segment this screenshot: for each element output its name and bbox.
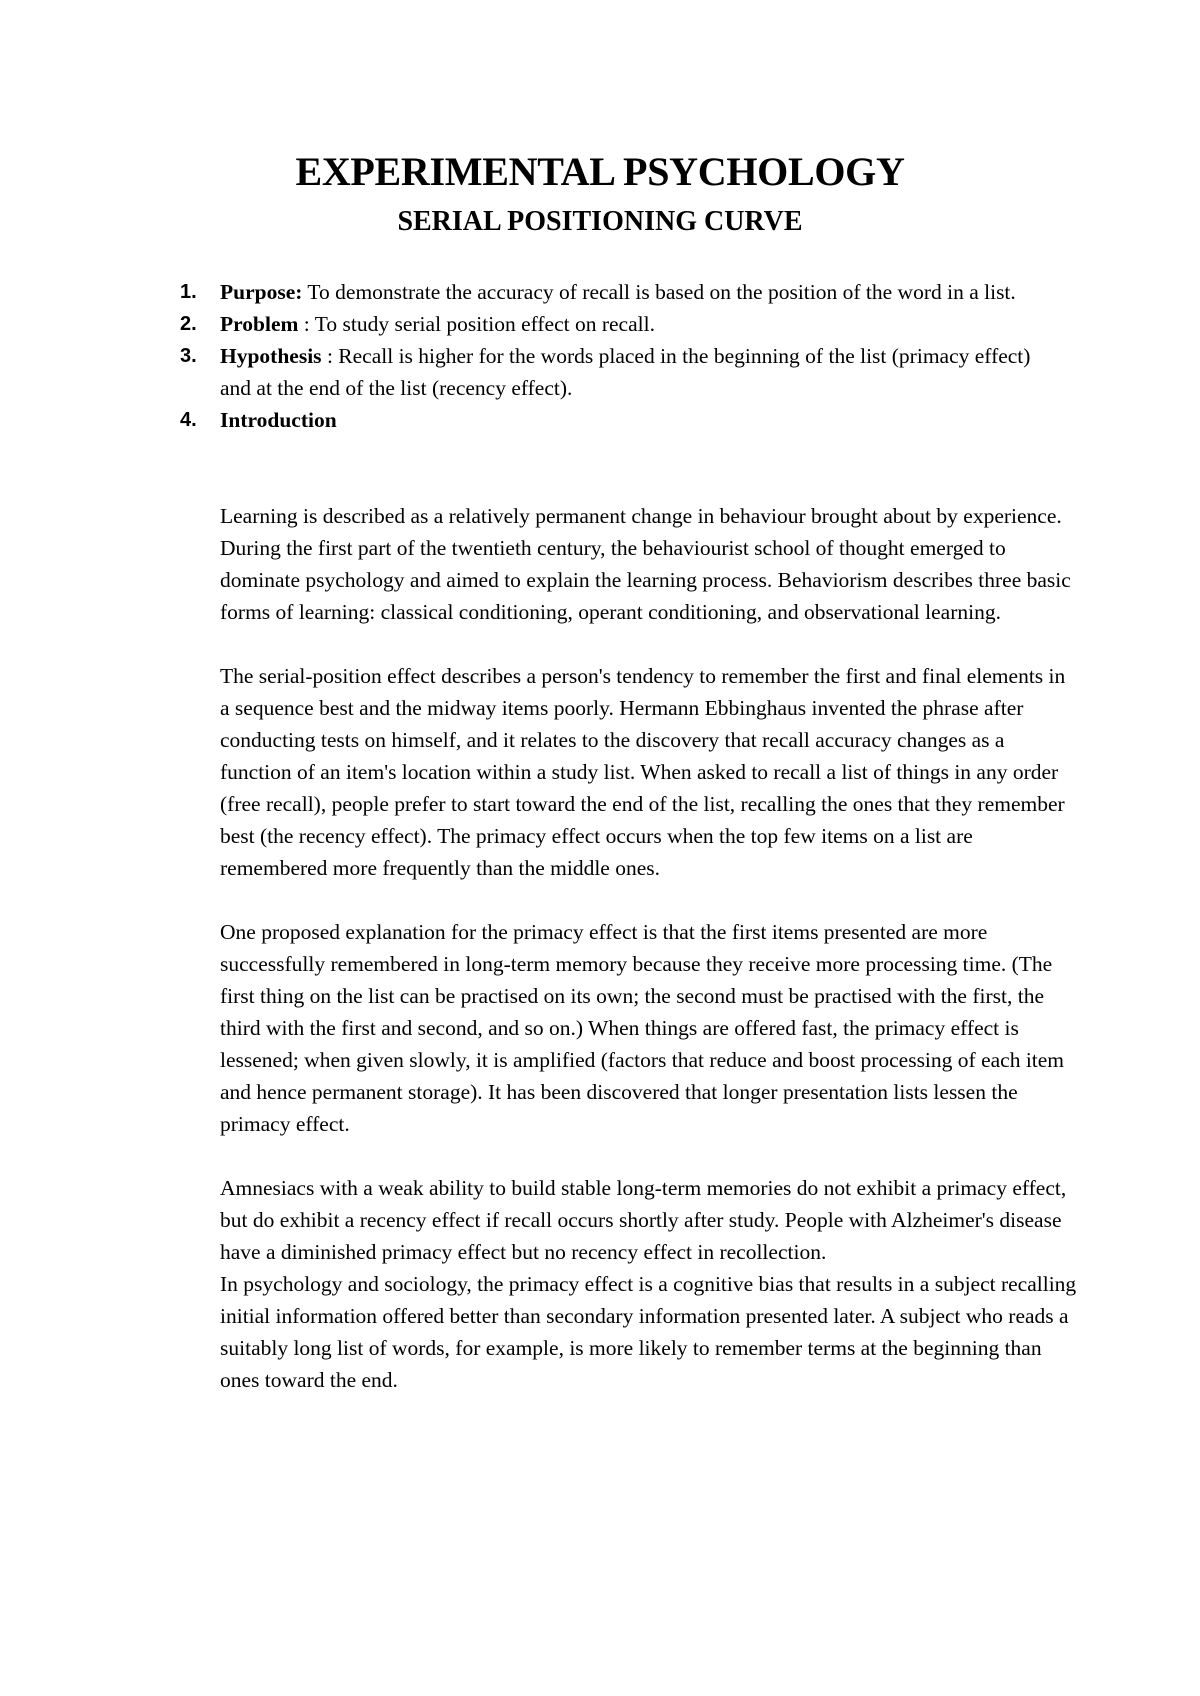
problem-text: : To study serial position effect on recall. bbox=[298, 312, 655, 336]
numbered-list bbox=[180, 276, 1060, 436]
list-number: 1. bbox=[180, 281, 197, 303]
purpose-text: To demonstrate the accuracy of recall is based on the position of the word in a list. bbox=[302, 280, 1016, 304]
list-number: 4. bbox=[180, 409, 197, 431]
paragraph-serial-position: The serial-position effect describes a person's tendency to remember the first and final elements in a sequence best and the midway items poorly. Hermann Ebbinghaus invented the phrase after conducting tests on himself, and it relates to the discovery that recall accuracy changes as a function of an item's location within a study list. When asked to recall a list of things in any order (free recall), people prefer to start toward the end of the list, recalling the ones that they remember best (the recency effect). The primacy effect occurs when the top few items on a list are remembered more frequently than the middle ones. bbox=[220, 664, 1066, 880]
hypothesis-term: Hypothesis bbox=[220, 344, 322, 368]
document-subtitle: SERIAL POSITIONING CURVE bbox=[397, 206, 803, 237]
paragraph-learning: Learning is described as a relatively permanent change in behaviour brought about by experience. During the first part of the twentieth century, the behaviourist school of thought emerged to dominate psychology and aimed to explain the learning process. Behaviorism describes three basic forms of learning: classical conditioning, operant conditioning, and observational learning. bbox=[220, 504, 1071, 624]
paragraph-primacy-explanation: One proposed explanation for the primacy effect is that the first items presented are more successfully remembered in long-term memory because they receive more processing time. (The first thing on the list can be practised on its own; the second must be practised with the first, the third with the first and second, and so on.) When things are offered fast, the primacy effect is lessened; when given slowly, it is amplified (factors that reduce and boost processing of each item and hence permanent storage). It has been discovered that longer presentation lists lessen the primacy effect. bbox=[220, 920, 1065, 1136]
paragraph-spacer bbox=[220, 1140, 1080, 1172]
list-item-introduction bbox=[180, 404, 1060, 436]
paragraph-spacer bbox=[220, 628, 1080, 660]
list-item-hypothesis bbox=[180, 340, 1060, 404]
list-item-problem bbox=[180, 308, 1060, 340]
introduction-body bbox=[220, 500, 1080, 1396]
hypothesis-text: : Recall is higher for the words placed in the beginning of the list (primacy effect) and at the end of the list (recency effect). bbox=[220, 344, 1031, 400]
paragraph-spacer bbox=[220, 884, 1080, 916]
purpose-term: Purpose: bbox=[220, 280, 303, 304]
paragraph-amnesiacs: Amnesiacs with a weak ability to build stable long-term memories do not exhibit a primacy effect, but do exhibit a recency effect if recall occurs shortly after study. People with Alzheimer's disease have a diminished primacy effect but no recency effect in recollection. bbox=[220, 1176, 1067, 1264]
list-number: 2. bbox=[180, 313, 197, 335]
introduction-heading: Introduction bbox=[220, 408, 337, 432]
paragraph-cognitive-bias: In psychology and sociology, the primacy effect is a cognitive bias that results in a subject recalling initial information offered better than secondary information presented later. A subject who reads a suitably long list of words, for example, is more likely to remember terms at the beginning than ones toward the end. bbox=[220, 1272, 1077, 1392]
list-item-purpose bbox=[180, 276, 1060, 308]
problem-term: Problem bbox=[220, 312, 299, 336]
document-title: EXPERIMENTAL PSYCHOLOGY bbox=[295, 149, 905, 194]
list-number: 3. bbox=[180, 345, 197, 367]
